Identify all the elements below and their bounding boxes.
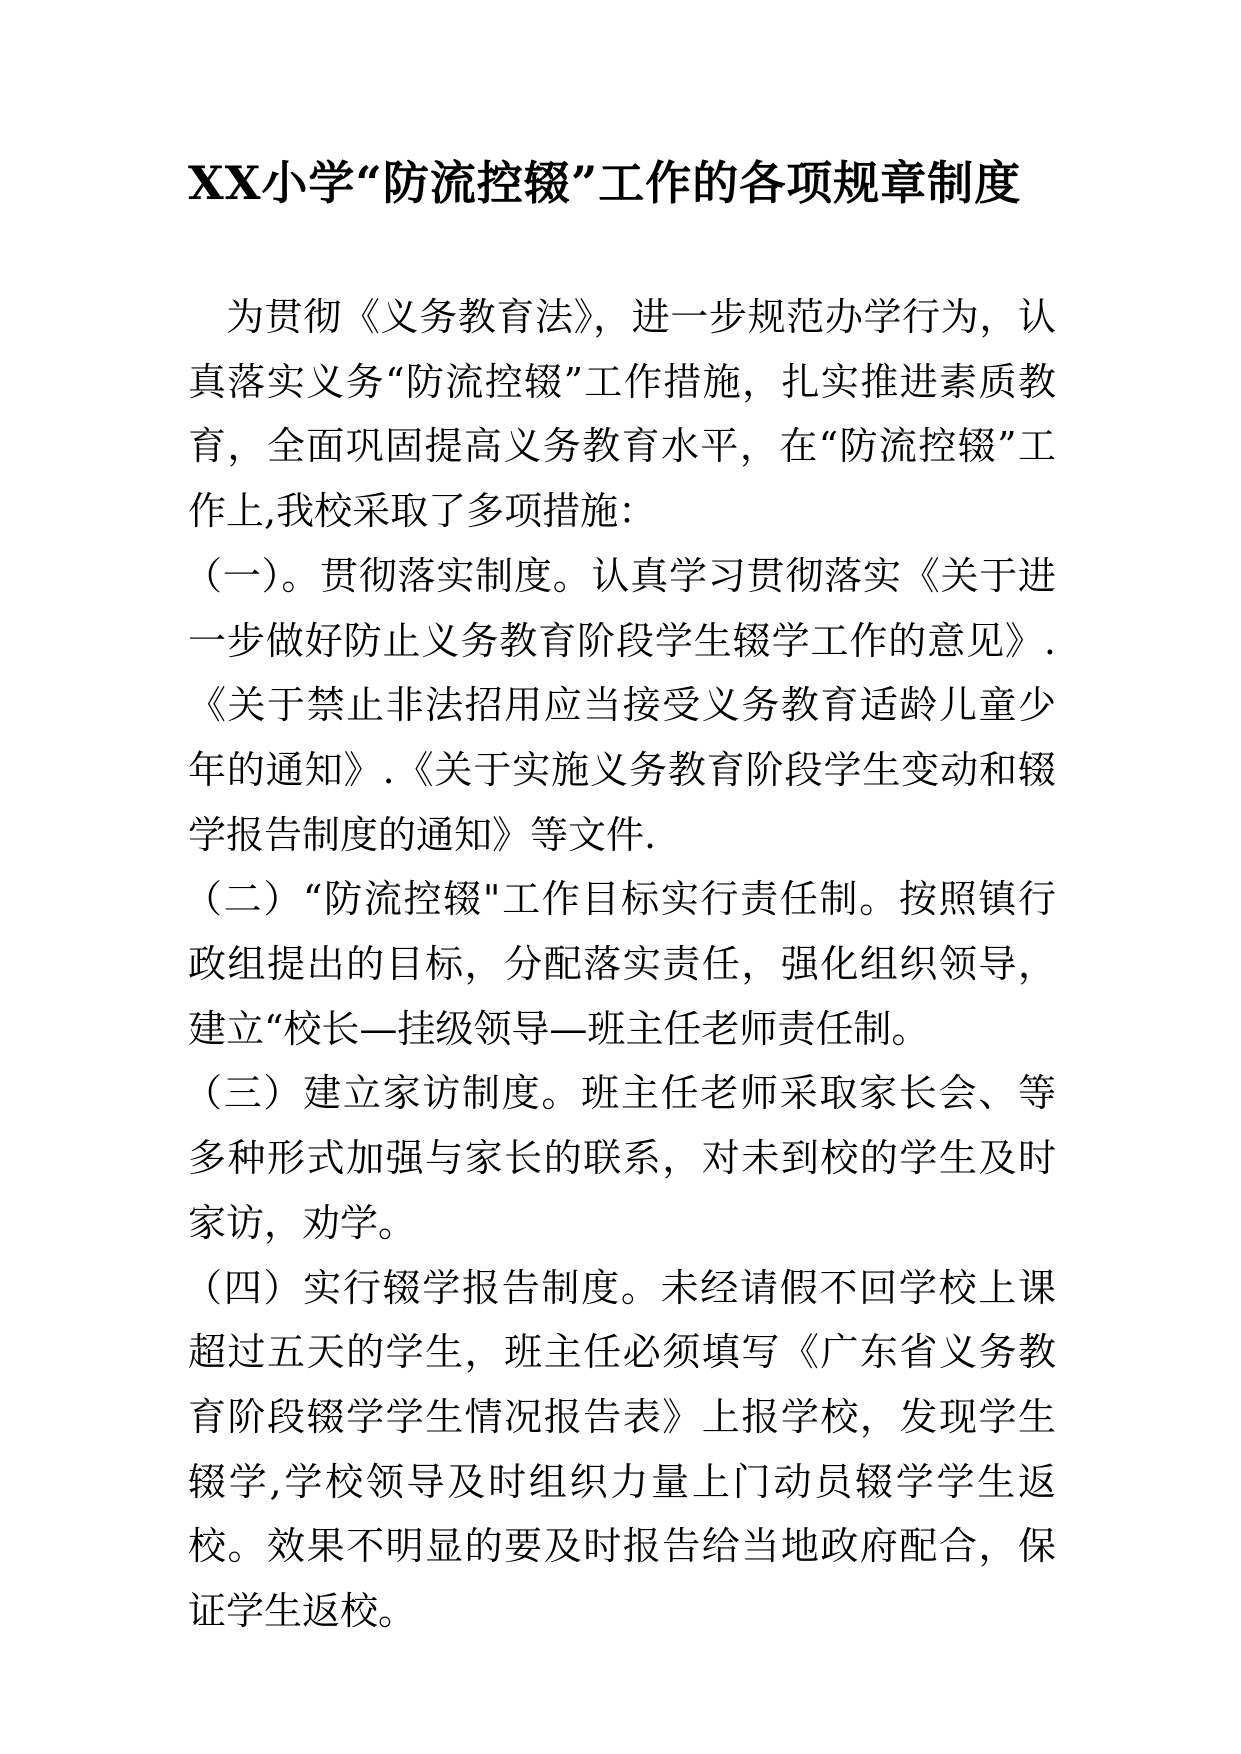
section-4-paragraph: （四）实行辍学报告制度。未经请假不回学校上课超过五天的学生，班主任必须填写《广东省义务教育阶段辍学学生情况报告表》上报学校，发现学生辍学,学校领导及时组织力量上门动员辍学学生返校。效果不明显的要及时报告给当地政府配合，保证学生返校。 [184, 1265, 1056, 1634]
section-1-paragraph: （一）。贯彻落实制度。认真学习贯彻落实《关于进一步做好防止义务教育阶段学生辍学工作的意见》.《关于禁止非法招用应当接受义务教育适龄儿童少年的通知》.《关于实施义务教育阶段学生变动和辍学报告制度的通知》等文件. [184, 553, 1056, 857]
section-2-paragraph: （二）“防流控辍"工作目标实行责任制。按照镇行政组提出的目标，分配落实责任，强化组织领导，建立“校长—挂级领导—班主任老师责任制。 [184, 877, 1056, 1051]
section-3-paragraph: （三）建立家访制度。班主任老师采取家长会、等多种形式加强与家长的联系，对未到校的学生及时家访，劝学。 [184, 1071, 1056, 1245]
document-title: XX小学“防流控辍”工作的各项规章制度 [188, 156, 1022, 210]
intro-paragraph: 为贯彻《义务教育法》，进一步规范办学行为，认真落实义务“防流控辍”工作措施，扎实推进素质教育，全面巩固提高义务教育水平，在“防流控辍”工作上,我校采取了多项措施： [188, 295, 1056, 534]
document-body [184, 285, 1056, 1644]
